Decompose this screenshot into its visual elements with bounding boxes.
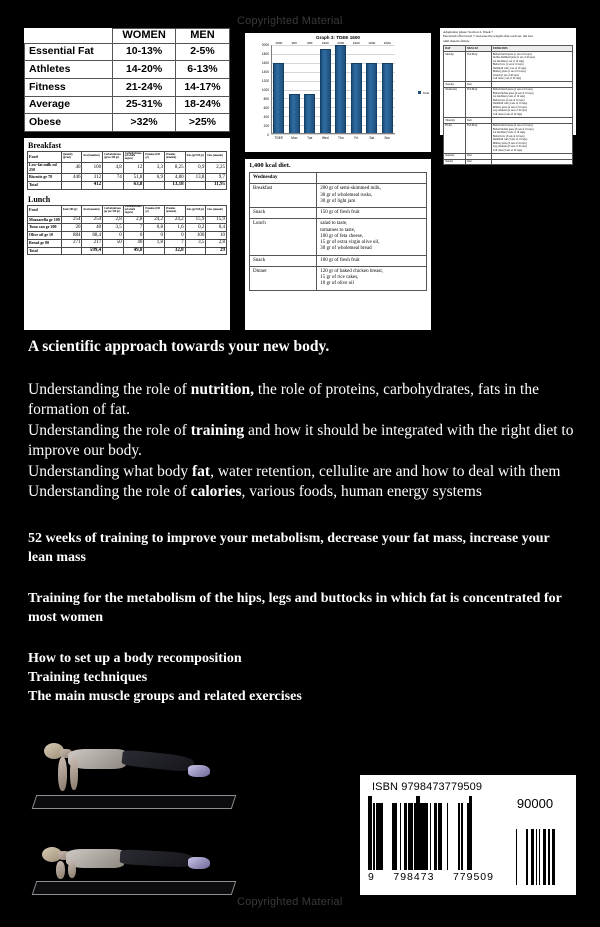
chart-y-tick-label: 2000 bbox=[261, 43, 269, 47]
body-fat-row-label: Average bbox=[25, 96, 113, 114]
chart-bar-group bbox=[335, 40, 346, 140]
lunch-cell: 2,8 bbox=[103, 216, 124, 224]
barcode-group bbox=[368, 796, 568, 885]
chart-x-tick-label: Tue bbox=[307, 135, 313, 140]
workout-heading bbox=[443, 30, 573, 43]
breakfast-cell: 312 bbox=[82, 174, 103, 182]
chart-bar bbox=[304, 40, 315, 134]
lunch-total-label: Total bbox=[28, 247, 62, 255]
lunch-cell: 271 bbox=[61, 239, 82, 247]
table-row bbox=[25, 78, 230, 96]
chart-bar-group bbox=[273, 40, 284, 140]
table-row bbox=[28, 174, 227, 182]
para-bold: fat bbox=[192, 462, 211, 480]
lunch-total-cell: 599,4 bbox=[82, 247, 103, 255]
copy-block-muscle-groups: The main muscle groups and related exercises bbox=[28, 688, 302, 704]
lunch-cell: 2,8 bbox=[123, 216, 144, 224]
lunch-total-cell bbox=[144, 247, 165, 255]
ean5-supplement-barcode bbox=[504, 796, 566, 885]
chart-y-tick-label: 1400 bbox=[261, 69, 269, 74]
workout-day: Saturday bbox=[444, 153, 466, 159]
table-row bbox=[444, 123, 573, 153]
meal-plan-day-blank bbox=[317, 173, 427, 184]
copy-paragraph-training bbox=[28, 421, 576, 462]
workout-muscle: Rest bbox=[465, 153, 491, 159]
ean13-digit-group-2: 779509 bbox=[452, 871, 494, 883]
para-prefix: Understanding the role of bbox=[28, 421, 191, 439]
body-fat-cell-men: 14-17% bbox=[175, 78, 229, 96]
meal-plan-day: Wednesday bbox=[250, 173, 317, 184]
lunch-table-title: Lunch bbox=[28, 194, 51, 204]
workout-muscle: Rest bbox=[465, 82, 491, 88]
meal-plan-title: 1,400 kcal diet. bbox=[249, 162, 291, 169]
exercise-photos bbox=[28, 733, 243, 903]
chart-bar-group bbox=[366, 40, 377, 140]
lunch-col-8: Fats (amount) bbox=[206, 205, 227, 216]
chart-x-tick-label: TDEE bbox=[274, 135, 284, 140]
lunch-nutrition-table bbox=[27, 205, 227, 256]
breakfast-cell: 74 bbox=[103, 174, 124, 182]
breakfast-total-label: Total bbox=[28, 181, 62, 189]
para-bold: calories bbox=[190, 483, 242, 501]
lunch-cell: 10 bbox=[206, 232, 227, 240]
barcode-space bbox=[555, 823, 557, 885]
table-row bbox=[250, 208, 427, 219]
lunch-col-4: Carbohydrates (of which sugars) bbox=[123, 205, 144, 216]
workout-exercises: Barbell bench press (1 set of 10 reps) Incline dumbbell press (1 set of 10 reps) Lat machine (1 set of 10 reps) Barbell row (1 set of 10 reps) Dumbbell curl (1 set of 10 reps) Military press (1 set of 10 reps) Crunch (1 set of 20 reps) Calf raise (1 set of 20 reps) bbox=[491, 51, 572, 81]
chart-y-tick-label: 1000 bbox=[261, 88, 269, 92]
meal-items: 150 gr of fresh fruit bbox=[317, 208, 427, 219]
lunch-cell: 884 bbox=[61, 232, 82, 240]
breakfast-table-title: Breakfast bbox=[28, 141, 62, 150]
table-row bbox=[25, 96, 230, 114]
workout-muscle: Full Body bbox=[465, 51, 491, 81]
para-suffix: , various foods, human energy systems bbox=[241, 483, 482, 501]
chart-bar-value-label: 1600 bbox=[383, 40, 391, 45]
breakfast-food: Low-fat milk ml 250 bbox=[28, 162, 62, 173]
copy-block-recomposition: How to set up a body recomposition bbox=[28, 650, 242, 666]
body-fat-cell-women: >32% bbox=[113, 114, 176, 132]
back-cover-copy bbox=[28, 338, 576, 706]
workout-muscle: Full Body bbox=[465, 87, 491, 117]
breakfast-cell: 4,8 bbox=[103, 162, 124, 173]
lunch-col-2: Kcal (amount) bbox=[82, 205, 103, 216]
chart-x-tick-label: Sun bbox=[384, 135, 391, 140]
workout-col-muscle: MUSCLE bbox=[465, 46, 491, 52]
isbn-label: ISBN 9798473779509 bbox=[372, 781, 483, 793]
lunch-cell: 7 bbox=[165, 239, 186, 247]
para-bold: training bbox=[190, 421, 245, 439]
breakfast-total-cell bbox=[103, 181, 124, 189]
lunch-total-cell bbox=[61, 247, 82, 255]
breakfast-total-cell bbox=[144, 181, 165, 189]
copyright-watermark-bottom: Copyrighted Material bbox=[237, 896, 343, 908]
breakfast-cell: 446 bbox=[61, 174, 82, 182]
ean13-digit-group-1: 798473 bbox=[393, 871, 435, 883]
lunch-food: Tuna can gr 200 bbox=[28, 224, 62, 232]
breakfast-col-4: Carbohydrates (of which sugars) bbox=[123, 152, 144, 163]
table-row bbox=[25, 43, 230, 61]
body-fat-row-label: Fitness bbox=[25, 78, 113, 96]
chart-x-axis bbox=[271, 133, 395, 134]
lunch-total-cell: 29 bbox=[206, 247, 227, 255]
table-row bbox=[28, 162, 227, 173]
chart-y-tick-label: 1600 bbox=[261, 60, 269, 65]
body-fat-row-label: Obese bbox=[25, 114, 113, 132]
lunch-cell: 0 bbox=[144, 232, 165, 240]
chart-bar-group bbox=[382, 40, 393, 140]
lunch-food: Olive oil gr 10 bbox=[28, 232, 62, 240]
body-fat-row-label: Essential Fat bbox=[25, 43, 113, 61]
lunch-cell: 2,8 bbox=[206, 239, 227, 247]
table-header-row bbox=[250, 173, 427, 184]
legend-swatch-icon bbox=[418, 91, 421, 94]
table-row bbox=[28, 239, 227, 247]
body-fat-table bbox=[24, 28, 230, 132]
meal-plan-figure bbox=[245, 159, 431, 330]
chart-gridline bbox=[267, 133, 395, 137]
para-bold: nutrition, bbox=[190, 381, 255, 398]
chart-bar bbox=[320, 40, 331, 134]
isbn-barcode-block bbox=[360, 775, 576, 895]
breakfast-cell: 100 bbox=[82, 162, 103, 173]
lunch-cell: 15,9 bbox=[206, 216, 227, 224]
table-row bbox=[250, 266, 427, 290]
para-prefix: Understanding what body bbox=[28, 462, 193, 480]
workout-day: Wednesday bbox=[444, 87, 466, 117]
breakfast-cell: 40 bbox=[61, 162, 82, 173]
chart-x-tick-label: Sat bbox=[369, 135, 375, 140]
breakfast-nutrition-table bbox=[27, 151, 227, 190]
spacer bbox=[28, 567, 576, 589]
figure-strip bbox=[0, 26, 600, 331]
chart-bar bbox=[273, 40, 284, 134]
breakfast-cell: 13,8 bbox=[185, 174, 206, 182]
breakfast-total-cell: 412 bbox=[82, 181, 103, 189]
ean5-supplement-number: 90000 bbox=[516, 796, 554, 811]
chart-bar-value-label: 1600 bbox=[352, 40, 360, 45]
para-suffix: and how it should be integrated with the right diet to improve our body. bbox=[28, 421, 574, 460]
lunch-cell: 0,2 bbox=[185, 224, 206, 232]
breakfast-col-6: Proteins (amount) bbox=[165, 152, 186, 163]
workout-exercises: Barbell bench press (3 sets of 10 reps) Barbell incline press (3 sets of 10 reps) Lat machine (3 sets of 10 reps) Barbell row (3 sets of 10 reps) Dumbbell curl (3 sets of 10 reps) Military press (3 sets of 10 reps) Leg extension (3 sets of 10 reps) Calf raise (3 sets of 20 reps) bbox=[491, 123, 572, 153]
pushup-bottom-photo bbox=[28, 819, 243, 901]
chart-y-tick-label: 0 bbox=[267, 133, 269, 137]
workout-heading-line-1: Adaptation phase: Section 2, Week 7 bbox=[443, 30, 493, 34]
copy-paragraph-nutrition bbox=[28, 380, 576, 421]
table-row bbox=[25, 114, 230, 132]
chart-bar-value-label: 1600 bbox=[368, 40, 376, 45]
chart-y-tick-label: 800 bbox=[263, 96, 269, 101]
workout-day: Sunday bbox=[444, 159, 466, 165]
breakfast-total-cell bbox=[61, 181, 82, 189]
meal-name: Snack bbox=[250, 255, 317, 266]
chart-bar-group bbox=[304, 40, 315, 140]
breakfast-cell: 8,25 bbox=[165, 162, 186, 173]
breakfast-total-cell bbox=[185, 181, 206, 189]
nutrition-tables-figure bbox=[24, 138, 230, 330]
chart-bar-value-label: 2000 bbox=[337, 40, 345, 45]
meal-name: Snack bbox=[250, 208, 317, 219]
lunch-col-3: Carbohydrates (gr per 100 gr) bbox=[103, 205, 124, 216]
table-row bbox=[28, 224, 227, 232]
body-fat-table-figure bbox=[24, 28, 230, 132]
table-row bbox=[28, 232, 227, 240]
lunch-cell: 0 bbox=[103, 232, 124, 240]
workout-heading-line-3: until muscle failure bbox=[443, 38, 470, 43]
lunch-cell: 0,8 bbox=[144, 224, 165, 232]
ean13-barcode bbox=[368, 796, 494, 883]
chart-y-tick-label: 1200 bbox=[261, 78, 269, 83]
breakfast-col-7: Fats (gr/100 gr) bbox=[185, 152, 206, 163]
meal-name: Dinner bbox=[250, 266, 317, 290]
ean5-bars bbox=[504, 823, 566, 885]
chart-y-axis bbox=[271, 45, 272, 134]
lunch-col-6: Proteins (amount) bbox=[165, 205, 186, 216]
workout-muscle: Rest bbox=[465, 159, 491, 165]
lunch-cell: 0,4 bbox=[206, 224, 227, 232]
lunch-cell: 20 bbox=[61, 224, 82, 232]
lunch-total-cell bbox=[103, 247, 124, 255]
workout-day: Friday bbox=[444, 123, 466, 153]
breakfast-total-cell: 11,95 bbox=[206, 181, 227, 189]
table-header-row bbox=[28, 152, 227, 163]
lunch-total-cell: 32,8 bbox=[165, 247, 186, 255]
lunch-cell: 24,2 bbox=[165, 216, 186, 224]
lunch-cell: 1,8 bbox=[144, 239, 165, 247]
copy-block-lower-body: Training for the metabolism of the hips, legs and buttocks in which fat is concentrated for most women bbox=[28, 590, 562, 625]
table-row bbox=[250, 219, 427, 255]
chart-x-tick-label: Thu bbox=[338, 135, 344, 140]
breakfast-total-cell: 63,8 bbox=[123, 181, 144, 189]
chart-bar-value-label: 900 bbox=[307, 40, 313, 45]
chart-bar-value-label: 900 bbox=[291, 40, 297, 45]
page-title: A scientific approach towards your new body. bbox=[28, 338, 330, 355]
workout-table bbox=[443, 45, 573, 165]
lunch-cell: 7 bbox=[123, 224, 144, 232]
workout-day: Thursday bbox=[444, 118, 466, 124]
meal-name: Lunch bbox=[250, 219, 317, 255]
copy-block-techniques: Training techniques bbox=[28, 669, 148, 685]
breakfast-food: Biscuits gr 78 bbox=[28, 174, 62, 182]
chart-bar bbox=[335, 40, 346, 134]
breakfast-col-5: Proteins (100 gr) bbox=[144, 152, 165, 163]
lunch-cell: 88,4 bbox=[82, 232, 103, 240]
chart-y-tick-label: 200 bbox=[263, 123, 269, 128]
legend-label: Kcal bbox=[422, 90, 429, 95]
breakfast-cell: 12 bbox=[123, 162, 144, 173]
lunch-cell: 254 bbox=[61, 216, 82, 224]
chart-canvas bbox=[245, 33, 431, 152]
breakfast-cell: 4,80 bbox=[165, 174, 186, 182]
table-row bbox=[250, 184, 427, 208]
lunch-cell: 0 bbox=[165, 232, 186, 240]
body-fat-col-men: MEN bbox=[175, 29, 229, 44]
chart-bars-group bbox=[271, 40, 395, 140]
meal-plan-table bbox=[249, 172, 427, 291]
table-header-row bbox=[28, 205, 227, 216]
meal-items: 120 gr of baked chicken breast, 15 gr of rice cakes, 10 gr of olive oil bbox=[317, 266, 427, 290]
ean13-digits bbox=[368, 871, 494, 883]
lunch-cell: 254 bbox=[82, 216, 103, 224]
breakfast-total-cell: 13,18 bbox=[165, 181, 186, 189]
lunch-food: Bread gr 80 bbox=[28, 239, 62, 247]
meal-items: 100 gr of fresh fruit bbox=[317, 255, 427, 266]
chart-bar-group bbox=[289, 40, 300, 140]
tdee-bar-chart-figure bbox=[245, 33, 431, 152]
copyright-watermark-top: Copyrighted Material bbox=[237, 15, 343, 27]
body-fat-col-women: WOMEN bbox=[113, 29, 176, 44]
pushup-top-photo bbox=[28, 733, 243, 815]
spacer bbox=[28, 627, 576, 649]
body-fat-cell-women: 14-20% bbox=[113, 61, 176, 79]
breakfast-cell: 51,8 bbox=[123, 174, 144, 182]
chart-legend bbox=[418, 91, 429, 95]
lunch-food: Mozzarella gr 100 bbox=[28, 216, 62, 224]
breakfast-cell: 0,9 bbox=[185, 162, 206, 173]
body-fat-cell-women: 10-13% bbox=[113, 43, 176, 61]
workout-exercises: Barbell bench press (2 sets of 10 reps) Barbell incline press (2 sets of 10 reps) Lat machine (2 sets of 10 reps) Barbell row (2 sets of 10 reps) Dumbbell curl (2 sets of 10 reps) Military press (2 sets of 10 reps) Leg extension (2 sets of 10 reps) Calf raise (2 sets of 20 reps) bbox=[491, 87, 572, 117]
meal-items: salad to taste, tomatoes to taste, 100 gr of feta cheese, 15 gr of extra virgin olive oil, 30 gr of wholemeal bread bbox=[317, 219, 427, 255]
lunch-col-7: Fats (gr/100 gr) bbox=[185, 205, 206, 216]
table-row bbox=[28, 216, 227, 224]
body-fat-cell-men: 6-13% bbox=[175, 61, 229, 79]
chart-plot-area bbox=[261, 40, 395, 140]
breakfast-col-2: Kcal (number) bbox=[82, 152, 103, 163]
ean13-digit-left: 9 bbox=[368, 871, 375, 883]
ean13-bars bbox=[368, 796, 494, 870]
workout-day: Monday bbox=[444, 51, 466, 81]
workout-col-exercises: EXERCISES bbox=[491, 46, 572, 52]
lunch-total-cell bbox=[185, 247, 206, 255]
chart-x-tick-label: Fri bbox=[354, 135, 359, 140]
lunch-cell: 15,9 bbox=[185, 216, 206, 224]
chart-bar-group bbox=[320, 40, 331, 140]
spacer bbox=[28, 503, 576, 529]
lunch-cell: 100 bbox=[185, 232, 206, 240]
table-row bbox=[25, 61, 230, 79]
lunch-cell: 3,5 bbox=[103, 224, 124, 232]
chart-y-tick-label: 400 bbox=[263, 114, 269, 119]
para-suffix: the role of proteins, carbohydrates, fats in the formation of fat. bbox=[28, 381, 539, 419]
breakfast-col-food: Food bbox=[28, 152, 62, 163]
lunch-cell: 0 bbox=[123, 232, 144, 240]
lunch-cell: 217 bbox=[82, 239, 103, 247]
table-row bbox=[444, 87, 573, 117]
lunch-total-cell: 49,8 bbox=[123, 247, 144, 255]
lunch-cell: 24,2 bbox=[144, 216, 165, 224]
body-fat-cell-men: 18-24% bbox=[175, 96, 229, 114]
lunch-col-5: Proteins (100 gr) bbox=[144, 205, 165, 216]
lunch-col-1: Kcal (100 gr) bbox=[61, 205, 82, 216]
table-row bbox=[444, 159, 573, 165]
meal-items: 200 gr of semi-skimmed milk, 30 gr of wholemeal rusks, 30 gr of light jam bbox=[317, 184, 427, 208]
para-prefix: Understanding the role of bbox=[28, 381, 191, 398]
workout-muscle: Rest bbox=[465, 118, 491, 124]
body-fat-cell-men: 2-5% bbox=[175, 43, 229, 61]
workout-heading-line-2: Perceived effort level 7, increase the weight after each set, the last bbox=[443, 34, 533, 39]
meal-name: Breakfast bbox=[250, 184, 317, 208]
copy-paragraph-fat bbox=[28, 462, 576, 482]
workout-exercises bbox=[491, 159, 572, 165]
chart-bar bbox=[351, 40, 362, 134]
breakfast-col-8: Fats (amount) bbox=[206, 152, 227, 163]
chart-bar bbox=[382, 40, 393, 134]
body-fat-cell-women: 25-31% bbox=[113, 96, 176, 114]
table-row bbox=[250, 255, 427, 266]
chart-y-tick-label: 1800 bbox=[261, 51, 269, 56]
lunch-cell: 50 bbox=[103, 239, 124, 247]
breakfast-cell: 3,3 bbox=[144, 162, 165, 173]
table-total-row bbox=[28, 181, 227, 189]
chart-bar bbox=[289, 40, 300, 134]
breakfast-col-3: Carbohydrates (gross 100 gr) bbox=[103, 152, 124, 163]
breakfast-cell: 9,7 bbox=[206, 174, 227, 182]
workout-program-figure bbox=[440, 28, 576, 164]
table-header-row bbox=[25, 29, 230, 44]
copy-block-52-weeks: 52 weeks of training to improve your metabolism, decrease your fat mass, increase your lean mass bbox=[28, 530, 550, 565]
lunch-col-food: Food bbox=[28, 205, 62, 216]
chart-x-tick-label: Wed bbox=[322, 135, 329, 140]
body-fat-cell-women: 21-24% bbox=[113, 78, 176, 96]
body-fat-cell-men: >25% bbox=[175, 114, 229, 132]
chart-bar bbox=[366, 40, 377, 134]
breakfast-cell: 6,9 bbox=[144, 174, 165, 182]
plank-figure-up bbox=[42, 741, 232, 803]
lunch-cell: 40 bbox=[123, 239, 144, 247]
copy-paragraph-calories bbox=[28, 482, 576, 502]
table-total-row bbox=[28, 247, 227, 255]
workout-day: Tuesday bbox=[444, 82, 466, 88]
para-suffix: , water retention, cellulite are and how to deal with them bbox=[210, 462, 561, 480]
lunch-cell: 1,6 bbox=[165, 224, 186, 232]
workout-col-day: DAY bbox=[444, 46, 466, 52]
breakfast-col-1: Quantity (gr/ml) bbox=[61, 152, 82, 163]
chart-bar-value-label: 1900 bbox=[321, 40, 329, 45]
breakfast-cell: 2,25 bbox=[206, 162, 227, 173]
body-fat-row-label: Athletes bbox=[25, 61, 113, 79]
chart-bar-value-label: 1600 bbox=[275, 40, 283, 45]
para-prefix: Understanding the role of bbox=[28, 483, 191, 501]
chart-title: Graph 3: TDEE 1600 bbox=[316, 35, 360, 40]
workout-muscle: Full Body bbox=[465, 123, 491, 153]
body-fat-corner-cell bbox=[25, 29, 113, 44]
chart-x-tick-label: Mon bbox=[291, 135, 298, 140]
chart-y-tick-label: 600 bbox=[263, 105, 269, 110]
lunch-cell: 40 bbox=[82, 224, 103, 232]
plank-figure-down bbox=[42, 827, 232, 889]
table-row bbox=[444, 51, 573, 81]
barcode-bar bbox=[470, 796, 472, 870]
chart-bar-group bbox=[351, 40, 362, 140]
lunch-cell: 3,5 bbox=[185, 239, 206, 247]
